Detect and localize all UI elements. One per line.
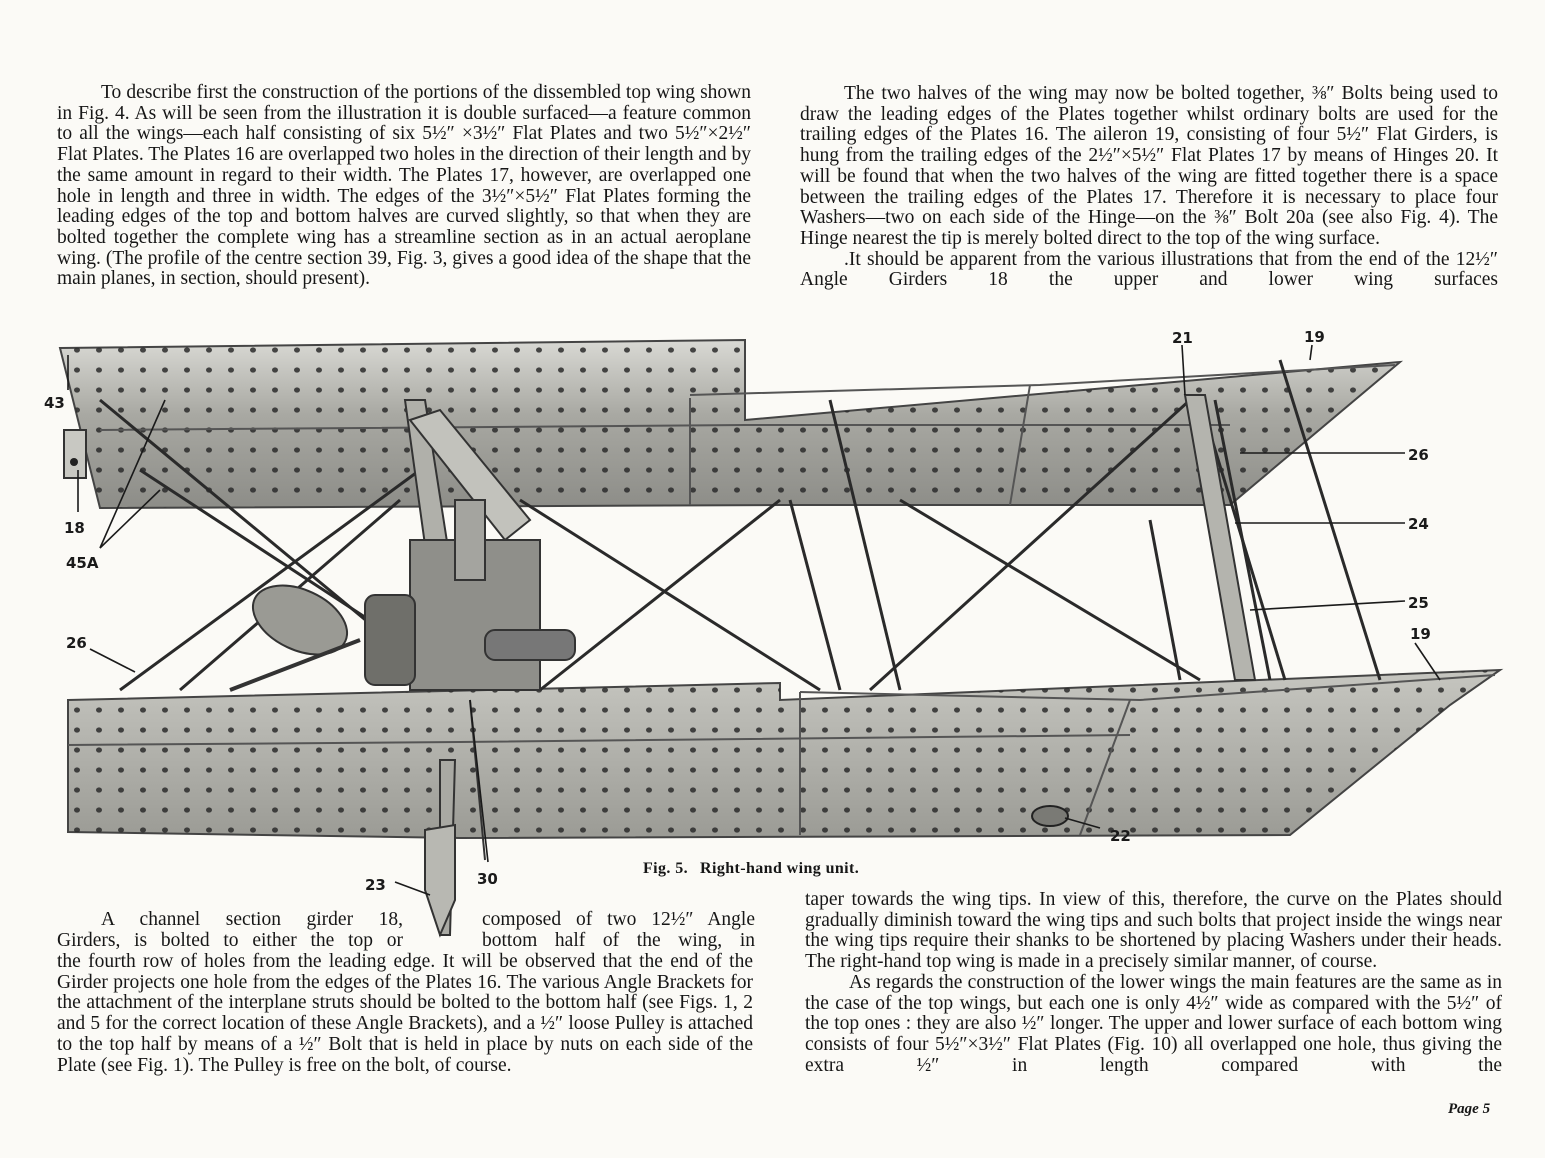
label-19-top: 19 xyxy=(1304,328,1325,346)
bottom-right-text xyxy=(805,890,1502,1076)
label-45a: 45A xyxy=(66,554,99,572)
text-line: composed of two 12½″ Angle xyxy=(482,909,755,930)
bottom-left-line-2 xyxy=(57,931,755,952)
label-18: 18 xyxy=(64,519,85,537)
label-21: 21 xyxy=(1172,329,1193,347)
paragraph: .It should be apparent from the various illustrations that from the end of the 12½″ Angle Girders 18 the upper and lower wing surfaces xyxy=(800,248,1498,291)
page-number: Page 5 xyxy=(1448,1101,1491,1117)
label-25: 25 xyxy=(1408,594,1429,612)
label-26-left: 26 xyxy=(66,634,87,652)
top-left-text xyxy=(57,83,751,290)
label-43: 43 xyxy=(44,394,65,412)
paragraph: To describe first the construction of the portions of the dissembled top wing shown in Fig. 4. As will be seen from the illustration it is double surfaced—a feature common to all the wings—each half consisting of six 5½″ ×3½″ Flat Plates and two 5½″×2½″ Flat Plates. The Plates 16 are overlapped two holes in the direction of their length and by the same amount in regard to their width. The Plates 17, however, are overlapped one hole in length and three in width. The edges of the 3½″×5½″ Flat Plates forming the leading edges of the top and bottom halves are curved slightly, so that when they are bolted together the complete wing has a streamline section as in an actual aeroplane wing. (The profile of the centre section 39, Fig. 3, gives a good idea of the shape that the main planes, in section, should present). xyxy=(57,82,751,290)
text-line: A channel section girder 18, xyxy=(101,909,403,930)
label-19-right: 19 xyxy=(1410,625,1431,643)
top-right-text xyxy=(800,84,1498,291)
label-23: 23 xyxy=(365,876,386,894)
figure-caption-title: Right-hand wing unit. xyxy=(700,860,860,877)
figure-caption xyxy=(643,860,859,878)
text-line: Girders, is bolted to either the top or xyxy=(57,930,403,951)
label-24: 24 xyxy=(1408,515,1429,533)
paragraph: As regards the construction of the lower wings the main features are the same as in the case of the top wings, but each one is only 4½″ wide as compared with the 5½″ of the top ones : they are also ½″ longer. The upper and lower surface of each bottom wing consists of four 5½″×3½″ Flat Plates (Fig. 10) all overlapped one hole, thus giving the extra ½″ in length compared with the xyxy=(805,971,1502,1076)
text-line: bottom half of the wing, in xyxy=(482,930,755,951)
bolt-22 xyxy=(1032,806,1068,826)
bottom-left-line-1 xyxy=(57,910,755,931)
label-22: 22 xyxy=(1110,827,1131,845)
channel-girder-bracket xyxy=(64,430,86,478)
figure-caption-number: Fig. 5. xyxy=(643,860,689,877)
paragraph: the fourth row of holes from the leading edge. It will be observed that the end of the Girder projects one hole from the edges of the Plates 16. The various Angle Brackets for the attachment of the interplane struts should be bolted to the bottom half (see Figs. 1, 2 and 5 for the correct location of these Angle Brackets), and a ½″ loose Pulley is attached to the top half by means of a ½″ Bolt that is held in place by nuts on each side of the Plate (see Fig. 1). The Pulley is free on the bolt, of course. xyxy=(57,951,753,1076)
bottom-left-text xyxy=(57,952,753,1076)
label-30: 30 xyxy=(477,870,498,888)
paragraph: taper towards the wing tips. In view of this, therefore, the curve on the Plates should gradually diminish toward the wing tips and such bolts that project inside the wings near the wing tips require their shanks to be shortened by placing Washers under their heads. The right-hand top wing is made in a precisely similar manner, of course. xyxy=(805,889,1502,973)
paragraph: The two halves of the wing may now be bolted together, ⅜″ Bolts being used to draw the leading edges of the Plates together whilst ordinary bolts are used for the trailing edges of the Plates 16. The aileron 19, consisting of four 5½″ Flat Girders, is hung from the trailing edges of the 2½″×5½″ Flat Plates 17 by means of Hinges 20. It will be found that when the two halves of the wing are fitted together there is a space between the trailing edges of the Plates 17. Therefore it is necessary to place four Washers—two on each side of the Hinge—on the ⅜″ Bolt 20a (see also Fig. 4). The Hinge nearest the tip is merely bolted direct to the top of the wing surface. xyxy=(800,83,1498,249)
lower-wing xyxy=(68,670,1500,838)
label-26-right: 26 xyxy=(1408,446,1429,464)
